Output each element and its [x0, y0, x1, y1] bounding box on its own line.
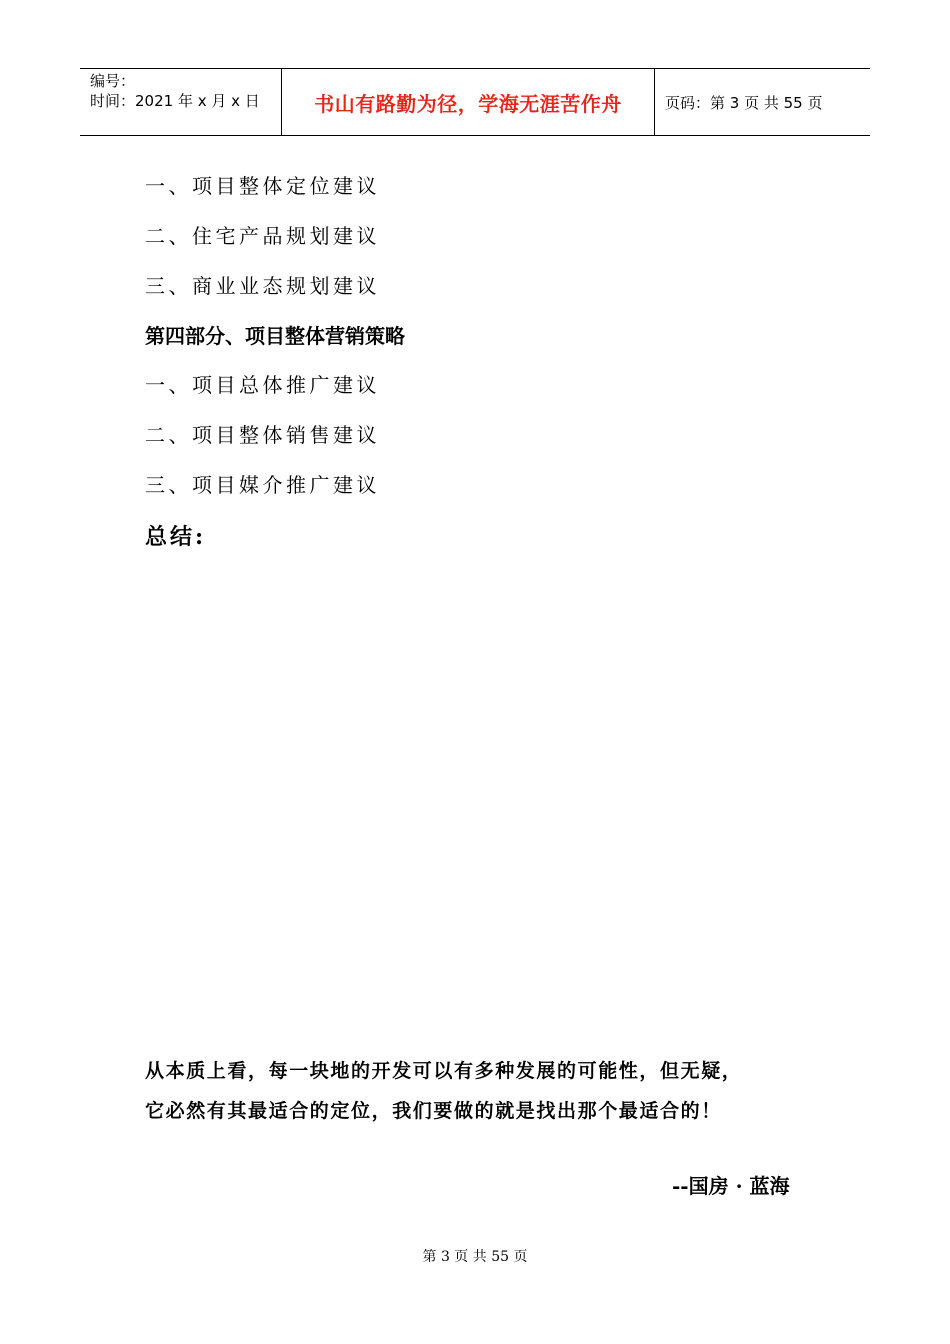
signature: --国房 · 蓝海 — [672, 1174, 790, 1198]
page-footer: 第 3 页 共 55 页 — [422, 1249, 528, 1265]
header-page-info: 页码：第 3 页 共 55 页 — [665, 93, 823, 112]
number-label: 编号： — [90, 72, 136, 90]
toc-item-media: 三、项目媒介推广建议 — [145, 473, 380, 497]
toc-item-sales: 二、项目整体销售建议 — [145, 423, 380, 447]
header-meta — [80, 69, 282, 135]
toc-item-residential: 二、住宅产品规划建议 — [145, 224, 380, 248]
quote-line-2: 它必然有其最适合的定位，我们要做的就是找出那个最适合的！ — [145, 1100, 722, 1122]
toc-item-promotion: 一、项目总体推广建议 — [145, 373, 380, 397]
quote-line-1: 从本质上看，每一块地的开发可以有多种发展的可能性，但无疑， — [145, 1060, 743, 1082]
section-four-title: 第四部分、项目整体营销策略 — [145, 324, 405, 348]
header-motto: 书山有路勤为径，学海无涯苦作舟 — [282, 69, 655, 135]
date-label: 时间：2021 年 x 月 x 日 — [90, 92, 260, 110]
toc-item-commercial: 三、商业业态规划建议 — [145, 274, 380, 298]
summary-title: 总结: — [145, 524, 207, 550]
toc-item-positioning: 一、项目整体定位建议 — [145, 174, 380, 198]
page-header — [80, 68, 870, 136]
